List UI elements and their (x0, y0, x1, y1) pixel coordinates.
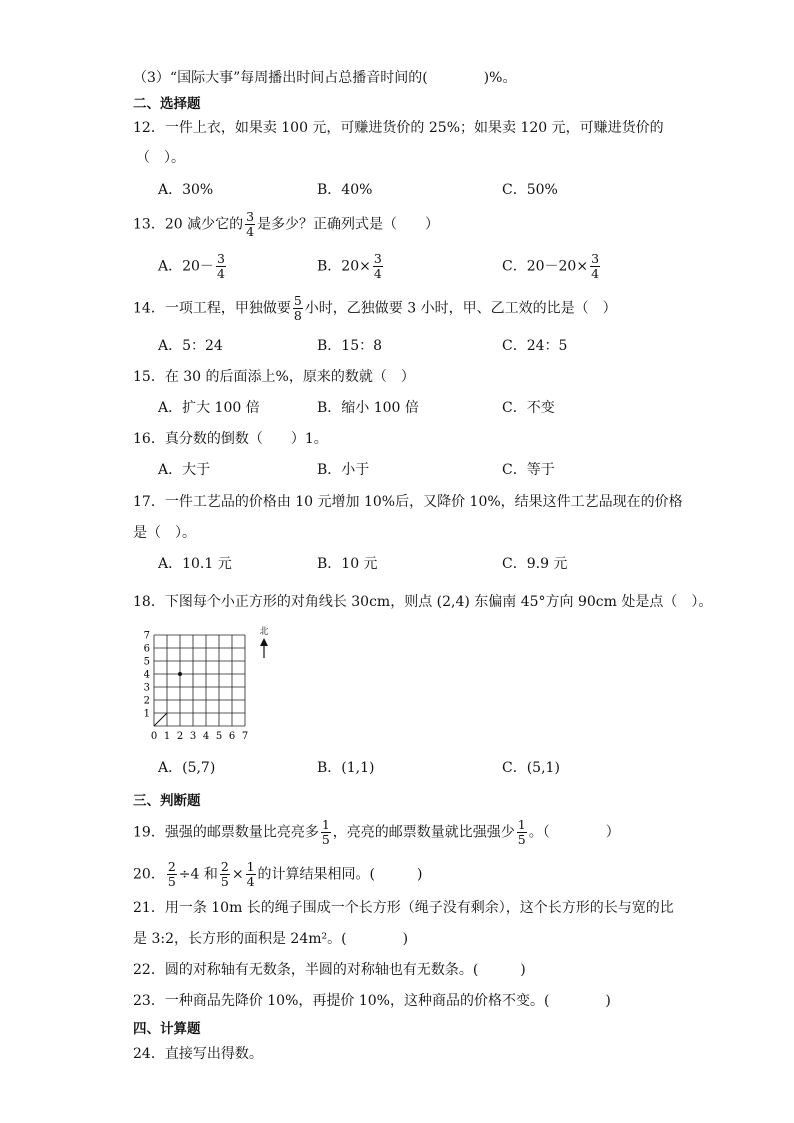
q18-grid-lines (154, 635, 245, 726)
q13-option-c-text: C．20－20× (502, 258, 589, 275)
q13-option-a-num: 3 (216, 251, 225, 266)
q13-option-c-num: 3 (591, 251, 600, 266)
q19-fraction-1 (321, 818, 331, 847)
q19-fraction-1-num: 1 (321, 817, 330, 832)
q15-option-c[interactable]: C．不变 (502, 400, 555, 416)
q14-stem-post: 小时，乙独做要 3 小时，甲、乙工效的比是（ ） (304, 300, 617, 317)
q21-stem-line2: 是 3:2，长方形的面积是 24m²。( ) (133, 931, 409, 947)
q22-stem: 22．圆的对称轴有无数条，半圆的对称轴也有无数条。( ) (133, 962, 526, 978)
q20-fraction-1 (167, 860, 177, 889)
q13-fraction-num: 3 (246, 209, 255, 224)
q19-fraction-2-den: 5 (517, 832, 526, 847)
north-label: 北 (259, 627, 269, 637)
q13-option-b-fraction (373, 252, 383, 281)
x-tick-label: 1 (163, 731, 171, 742)
q23-stem: 23．一种商品先降价 10%，再提价 10%，这种商品的价格不变。( ) (133, 993, 611, 1009)
q13-option-a-text: A．20－ (158, 258, 214, 275)
q14-stem-pre: 14．一项工程，甲独做要 (133, 300, 291, 317)
q20-fraction-2-num: 2 (220, 859, 229, 874)
q13-stem-post: 是多少？正确列式是（ ） (257, 216, 440, 233)
q16-stem: 16．真分数的倒数（ ）1。 (133, 431, 328, 447)
y-tick-label: 4 (143, 669, 150, 681)
q12-stem-line2: （ ）。 (136, 150, 185, 166)
q12-option-b[interactable]: B．40% (317, 182, 373, 198)
x-tick-label: 2 (176, 731, 184, 742)
q13-stem-pre: 13．20 减少它的 (133, 216, 244, 233)
q20-stem-post: 的计算结果相同。( ) (257, 866, 423, 883)
q20-fraction-3-den: 4 (246, 874, 255, 889)
q20-fraction-2 (220, 860, 230, 889)
y-tick-label: 2 (143, 695, 150, 707)
q19-fraction-2-num: 1 (517, 817, 526, 832)
q18-option-a[interactable]: A．(5,7) (158, 760, 216, 776)
q12-option-a[interactable]: A．30% (158, 182, 214, 198)
q16-option-a[interactable]: A．大于 (158, 462, 211, 478)
q12-stem-line1: 12．一件上衣，如果卖 100 元，可赚进货价的 25%；如果卖 120 元，可赚进货价的 (133, 120, 664, 136)
q15-option-b[interactable]: B．缩小 100 倍 (317, 400, 419, 416)
north-arrow (257, 627, 271, 663)
q20-stem (133, 860, 422, 889)
q13-option-b-text: B．20× (317, 258, 371, 275)
q20-fraction-2-den: 5 (220, 874, 229, 889)
q19-stem-mid: ，亮亮的邮票数量就比强强少 (332, 824, 515, 841)
section-calc-heading: 四、计算题 (133, 1021, 201, 1037)
q17-option-a[interactable]: A．10.1 元 (158, 556, 232, 572)
q18-marked-point (178, 672, 182, 676)
x-tick-label: 6 (228, 731, 236, 742)
y-tick-label: 3 (143, 682, 150, 694)
q20-fraction-1-num: 2 (167, 859, 176, 874)
q15-option-a[interactable]: A．扩大 100 倍 (158, 400, 260, 416)
q14-option-a[interactable]: A．5：24 (158, 338, 223, 354)
q18-x-tick-labels (151, 731, 248, 742)
q13-fraction-den: 4 (246, 224, 255, 239)
q17-stem-line2: 是（ ）。 (133, 525, 196, 541)
y-tick-label: 5 (143, 656, 150, 668)
q13-option-a-den: 4 (216, 266, 225, 281)
q17-option-c[interactable]: C．9.9 元 (502, 556, 568, 572)
q14-fraction (293, 294, 303, 323)
q17-option-b[interactable]: B．10 元 (317, 556, 378, 572)
q21-stem-line1: 21．用一条 10m 长的绳子围成一个长方形（绳子没有剩余），这个长方形的长与宽的比 (133, 900, 674, 916)
q13-option-b[interactable] (317, 252, 385, 281)
q13-option-b-num: 3 (373, 251, 382, 266)
q14-fraction-num: 5 (293, 293, 302, 308)
q18-y-tick-labels (144, 631, 150, 720)
q20-times-sign: × (231, 866, 244, 883)
q16-option-b[interactable]: B．小于 (317, 462, 370, 478)
q18-diagonal (154, 713, 167, 726)
q19-stem (133, 818, 620, 847)
section-choice-heading: 二、选择题 (133, 96, 201, 112)
q13-option-a[interactable] (158, 252, 228, 281)
q19-fraction-1-den: 5 (321, 832, 330, 847)
q14-fraction-den: 8 (293, 308, 302, 323)
q11-part3: （3）“国际大事”每周播出时间占总播音时间的( )%。 (133, 70, 517, 86)
q20-fraction-3 (246, 860, 256, 889)
y-tick-label: 1 (143, 708, 150, 720)
q19-stem-pre: 19．强强的邮票数量比亮亮多 (133, 824, 319, 841)
q14-option-b[interactable]: B．15：8 (317, 338, 383, 354)
q12-option-c[interactable]: C．50% (502, 182, 558, 198)
q13-option-b-den: 4 (373, 266, 382, 281)
q20-text-mid: ÷4 和 (178, 866, 218, 883)
y-tick-label: 7 (143, 630, 150, 642)
q15-stem: 15．在 30 的后面添上%，原来的数就（ ） (133, 369, 415, 385)
q19-stem-post: 。（ ） (528, 824, 620, 841)
q13-option-c-fraction (590, 252, 600, 281)
q13-option-c-den: 4 (591, 266, 600, 281)
north-arrow-icon (257, 637, 271, 659)
q14-option-c[interactable]: C．24：5 (502, 338, 568, 354)
q20-fraction-3-num: 1 (246, 859, 255, 874)
x-tick-label: 3 (189, 731, 197, 742)
x-tick-label: 7 (241, 731, 249, 742)
q16-option-c[interactable]: C．等于 (502, 462, 555, 478)
q18-option-c[interactable]: C．(5,1) (502, 760, 560, 776)
q17-stem-line1: 17．一件工艺品的价格由 10 元增加 10%后，又降价 10%，结果这件工艺品现在的价格 (133, 494, 683, 510)
q19-fraction-2 (517, 818, 527, 847)
y-tick-label: 6 (143, 643, 150, 655)
section-judge-heading: 三、判断题 (133, 793, 201, 809)
q13-fraction (245, 210, 255, 239)
x-tick-label: 4 (202, 731, 210, 742)
q13-stem (133, 210, 439, 239)
q20-fraction-1-den: 5 (167, 874, 176, 889)
q14-stem (133, 294, 617, 323)
x-tick-label: 0 (150, 731, 158, 742)
q20-number: 20． (133, 866, 165, 883)
x-tick-label: 5 (215, 731, 223, 742)
q13-option-c[interactable] (502, 252, 602, 281)
q13-option-a-fraction (216, 252, 226, 281)
q18-stem: 18．下图每个小正方形的对角线长 30cm，则点 (2,4) 东偏南 45°方向 90cm 处是点（ ）。 (133, 594, 713, 610)
q24-stem: 24．直接写出得数。 (133, 1046, 263, 1062)
q18-option-b[interactable]: B．(1,1) (317, 760, 375, 776)
